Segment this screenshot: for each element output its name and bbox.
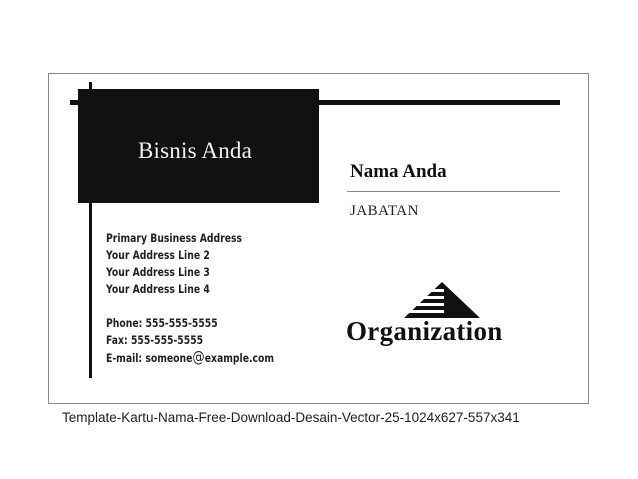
address-line-2: Your Address Line 2 — [106, 249, 210, 262]
email-line — [106, 349, 274, 367]
fax-line: Fax: 555-555-5555 — [106, 334, 204, 347]
person-name: Nama Anda — [350, 161, 447, 182]
image-caption: Template-Kartu-Nama-Free-Download-Desain-Vector-25-1024x627-557x341 — [62, 410, 520, 425]
address-line-4: Your Address Line 4 — [106, 283, 210, 296]
name-divider — [347, 191, 560, 192]
job-title: JABATAN — [350, 203, 419, 219]
address-line-1: Primary Business Address — [106, 232, 243, 245]
email-domain: example.com — [204, 352, 274, 365]
stepped-pyramid-icon — [404, 282, 480, 318]
card-vertical-rule — [89, 82, 92, 378]
phone-line: Phone: 555-555-5555 — [106, 317, 218, 330]
address-block — [106, 230, 242, 298]
organization-name: Organization — [346, 316, 503, 346]
business-name: Bisnis Anda — [138, 138, 253, 163]
email-at-sign: @ — [192, 348, 205, 366]
address-line-3: Your Address Line 3 — [106, 266, 210, 279]
contact-block — [106, 315, 274, 367]
email-prefix: E-mail: someone — [106, 352, 193, 365]
card-horizontal-rule — [70, 100, 560, 105]
